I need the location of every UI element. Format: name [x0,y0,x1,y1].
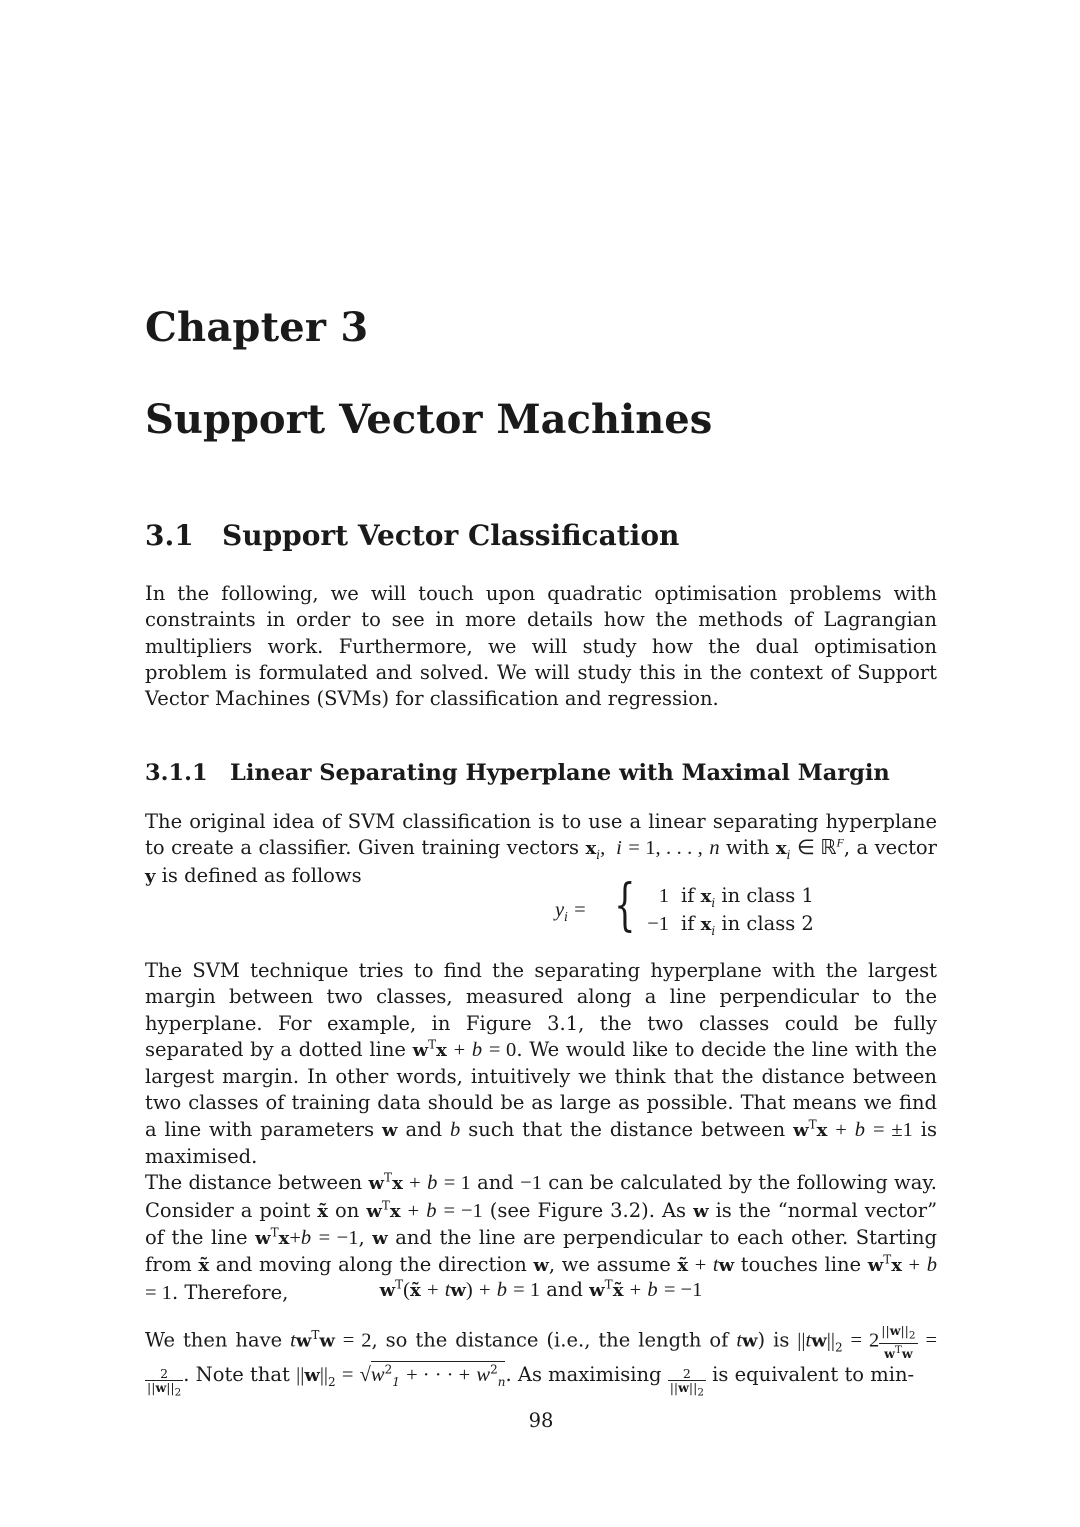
page-number: 98 [528,1409,554,1432]
intro-paragraph: In the following, we will touch upon quadratic optimisation problems with constraints in order to see in more details how the methods of Lagrangian multipliers work. Furthermore, we will study how the dual optimisation problem is formulated and solved. We will study this in the context of Support Vector Machines (SVMs) for classification and regression. [145,582,937,711]
chapter-number: Chapter 3 [145,304,369,351]
paragraph-svm-technique: The SVM technique tries to find the separating hyperplane with the largest margin between two classes, measured along a line perpendicular to the hyperplane. For example, in Figure 3.1, the two classes could be fully separated by a dotted line $w^Tx + b = 0$. We would like to decide the line with the largest margin. In other words, intuitively we think that the distance between two classes of training data should be as large as possible. That means we find a line with parameters w and b such that the distance between $w^Tx + b = \pm 1$ is maximised. The distance between $w^Tx + b = 1$ and −1 can be calculated by the following way. Consider a point x̃ on $w^Tx + b = -1$ (see Figure 3.2). As w is the “normal vector” of the line $w^Tx+b = -1$, w and the line are perpendicular to each other. Starting from x̃ and moving along the direction w, we assume x̃ + tw touches line $w^Tx + b = 1$. Therefore, [145,959,938,1304]
paragraph-svm-idea: The original idea of SVM classification is to use a linear separating hyperplane to create a classifier. Given training vectors $x_i$, i = 1, . . . , n with $x_i$ ∈ ℝ$^F$, a vector y is defined as follows [145,810,937,887]
section-number: 3.1 [145,519,194,552]
chapter-title: Support Vector Machines [145,396,713,443]
subsection-number: 3.1.1 [145,760,208,786]
class-label-equation: $y_i$ = { 1 if $x_i$ in class 1 −1 if $x_i$ in class 2 [555,873,814,938]
section-heading [145,519,679,552]
subsection-heading [145,760,890,786]
distance-equation: $w^T(x̃ + tw) + b = 1$ and $w^Tx̃ + b = -1$ [379,1277,703,1301]
section-title: Support Vector Classification [222,519,680,552]
paragraph-distance: We then have $tw^Tw = 2$, so the distance (i.e., the length of tw) is $||tw||_2 = 2$ $\frac{||w||_2}{w^Tw}$ = $\frac{2}{||w||_2}$ . Note that $||w||_2 = √w^2_1$ + · · · + $w^2_n$. As maximising $\frac{2}{||w||_2}$ is equivalent to min- [145,1323,938,1399]
subsection-title: Linear Separating Hyperplane with Maximal Margin [230,760,890,786]
